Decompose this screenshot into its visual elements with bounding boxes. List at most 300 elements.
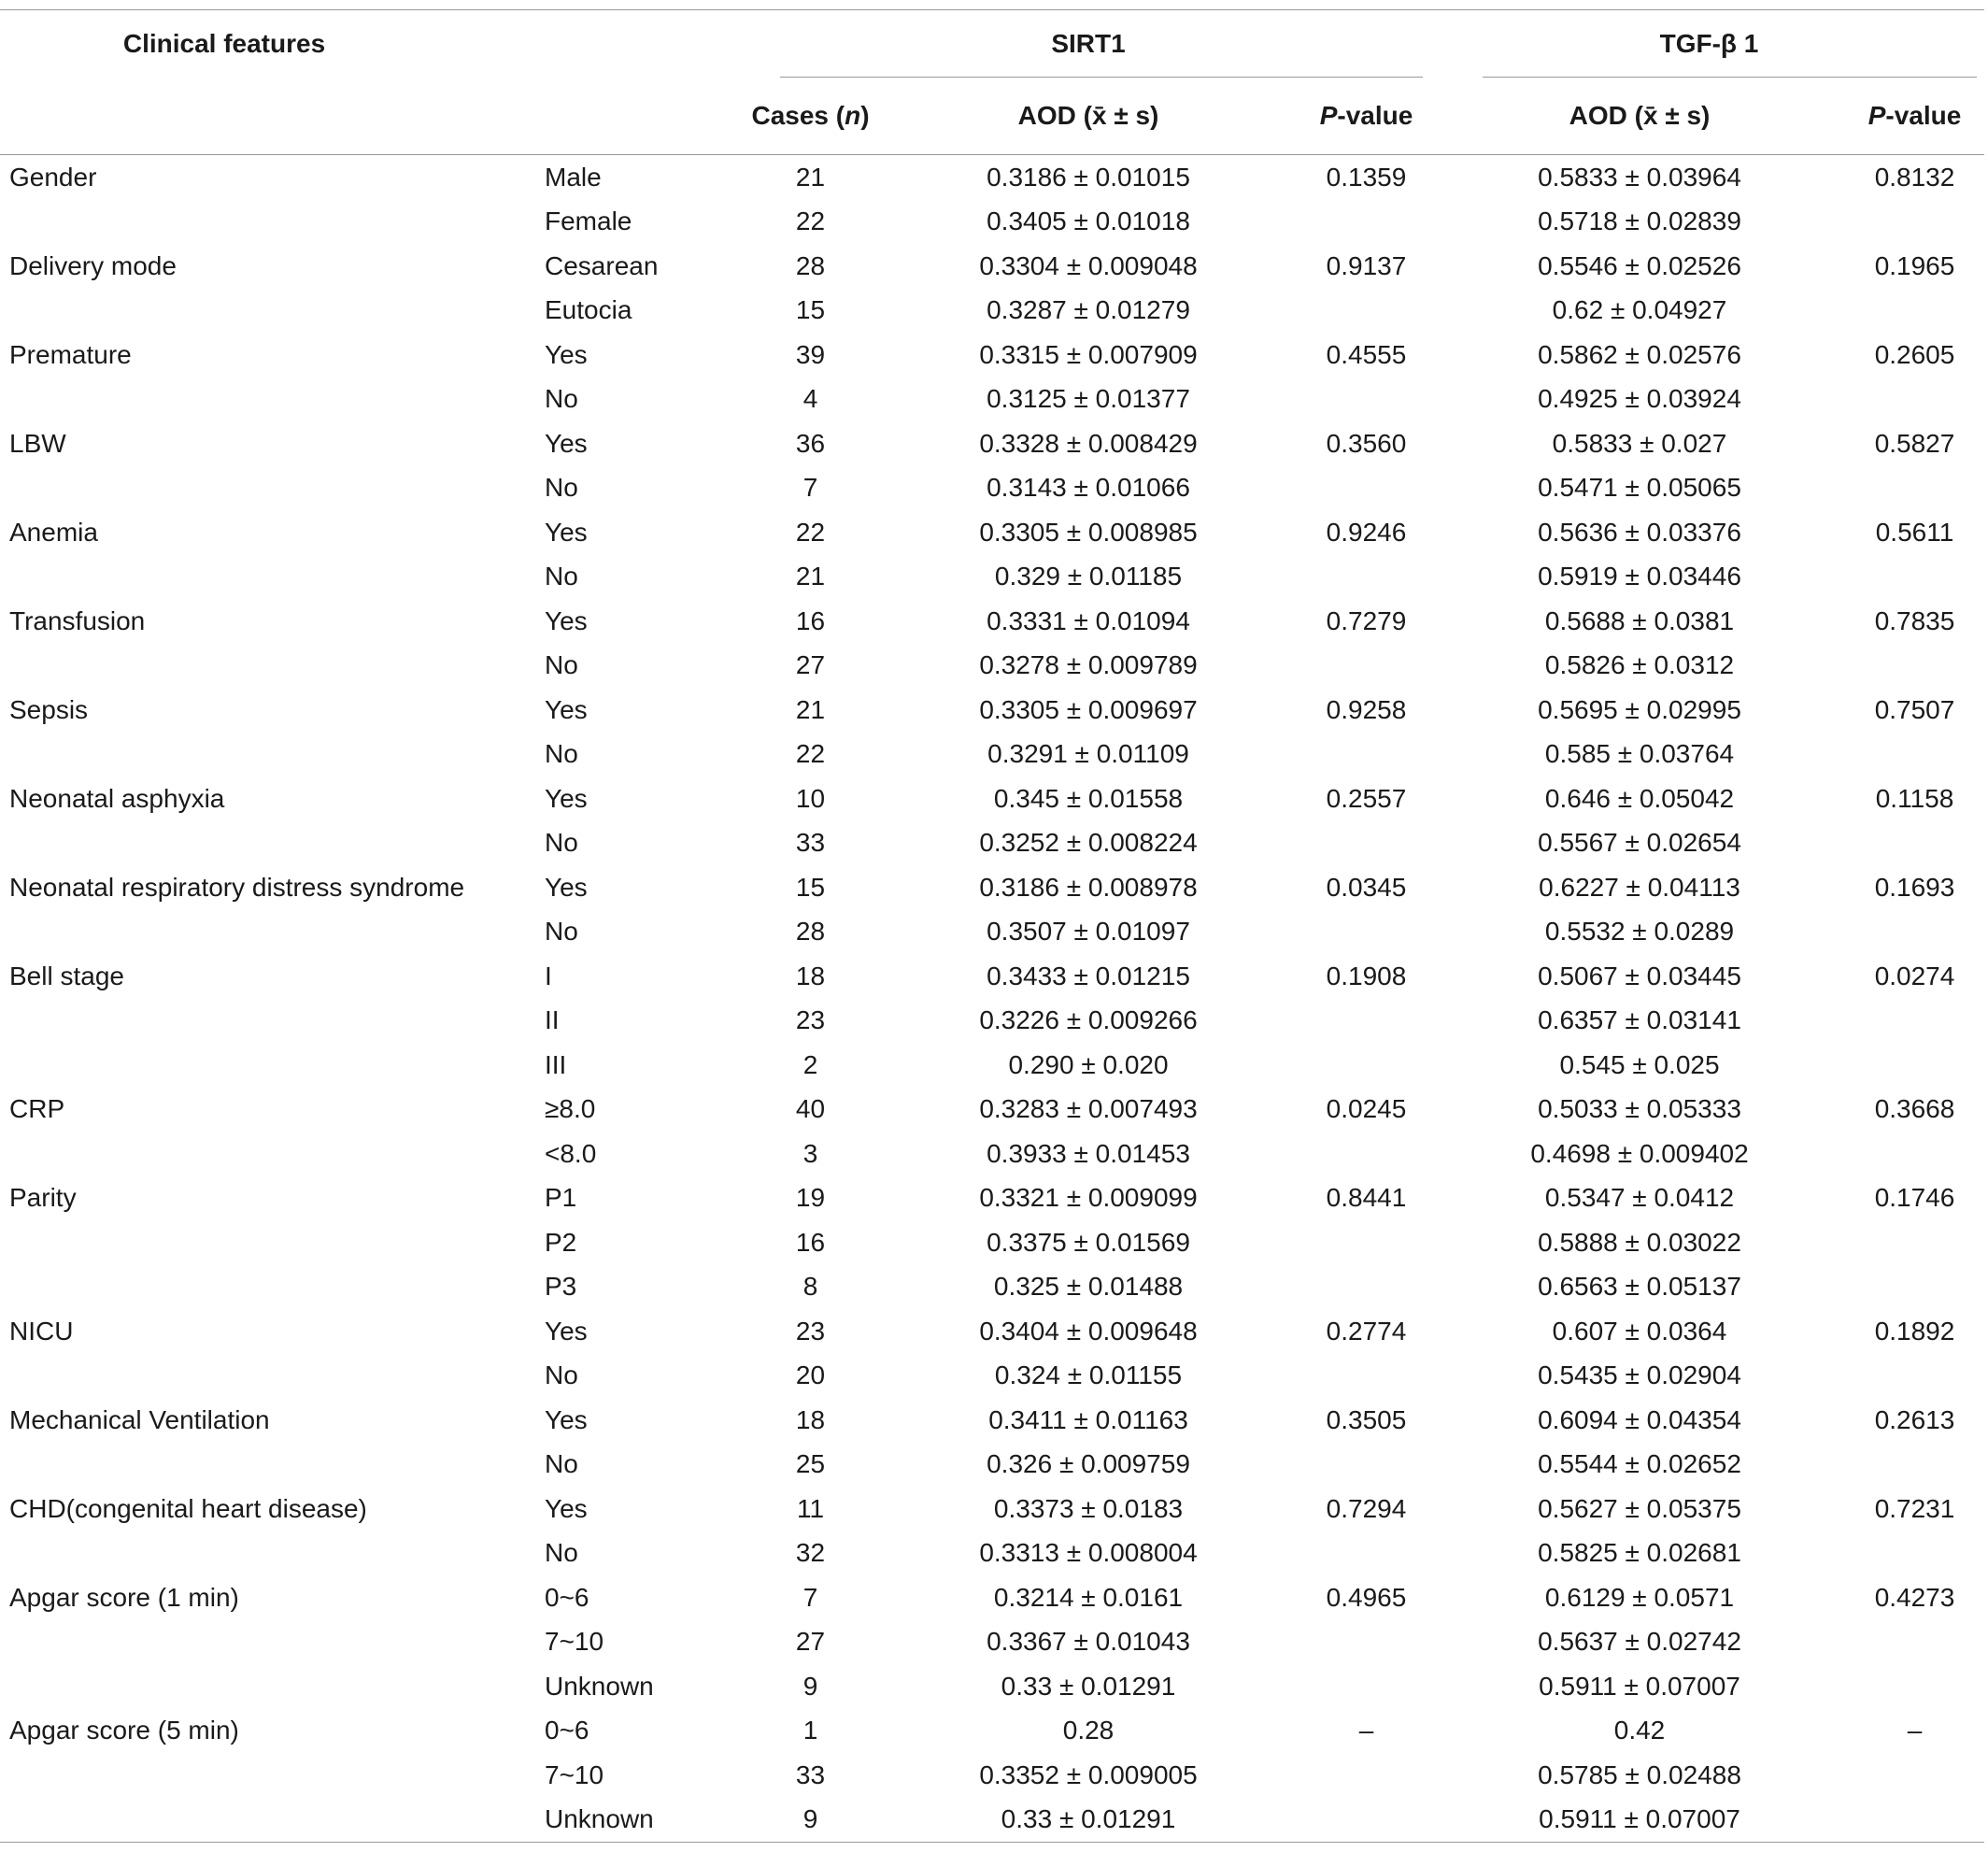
cell-tgf-aod: 0.5532 ± 0.0289 bbox=[1544, 917, 1735, 947]
cell-tgf-aod: 0.6094 ± 0.04354 bbox=[1538, 1404, 1741, 1434]
cell-sirt1-aod: 0.3186 ± 0.01015 bbox=[987, 162, 1190, 192]
cell-tgf-pvalue bbox=[1845, 1531, 1984, 1576]
cell-tgf-pvalue: 0.1965 bbox=[1874, 250, 1955, 280]
table-row bbox=[0, 510, 1984, 555]
cell-tgf-pvalue: 0.1693 bbox=[1874, 872, 1955, 902]
cell-sirt1-pvalue bbox=[1299, 1620, 1434, 1665]
cell-tgf-aod: 0.5033 ± 0.05333 bbox=[1538, 1094, 1741, 1124]
cell-subgroup: 7~10 bbox=[545, 1759, 604, 1789]
cell-cases: 15 bbox=[795, 295, 826, 325]
cell-tgf-pvalue bbox=[1845, 1043, 1984, 1088]
cell-sirt1-aod: 0.3125 ± 0.01377 bbox=[987, 384, 1190, 414]
table-row bbox=[0, 155, 1984, 200]
cell-cases: 3 bbox=[802, 1138, 818, 1168]
cell-tgf-pvalue: 0.1158 bbox=[1875, 783, 1954, 813]
cell-cases: 33 bbox=[795, 1759, 826, 1789]
cell-subgroup: Yes bbox=[545, 517, 588, 547]
cell-tgf-pvalue: 0.1746 bbox=[1874, 1183, 1955, 1213]
cell-cases: 9 bbox=[802, 1671, 818, 1701]
table-row bbox=[0, 1265, 1984, 1310]
table-row bbox=[0, 1575, 1984, 1620]
cell-subgroup: P2 bbox=[545, 1227, 577, 1257]
cell-feature bbox=[0, 1132, 542, 1176]
table-row bbox=[0, 1709, 1984, 1754]
cell-subgroup: I bbox=[545, 961, 552, 990]
cell-tgf-pvalue: 0.2613 bbox=[1874, 1404, 1955, 1434]
table-row bbox=[0, 421, 1984, 466]
cell-tgf-pvalue bbox=[1845, 1132, 1984, 1176]
cell-cases: 18 bbox=[795, 1404, 826, 1434]
cell-subgroup: No bbox=[545, 739, 578, 769]
cell-tgf-pvalue: 0.7835 bbox=[1874, 605, 1955, 635]
cell-sirt1-pvalue: 0.4555 bbox=[1326, 339, 1407, 369]
cell-tgf-pvalue: 0.4273 bbox=[1874, 1582, 1955, 1612]
cell-cases: 10 bbox=[795, 783, 826, 813]
cell-sirt1-pvalue bbox=[1299, 1354, 1434, 1399]
cell-feature bbox=[0, 1531, 542, 1576]
cell-subgroup: Yes bbox=[545, 783, 588, 813]
table-row bbox=[0, 599, 1984, 644]
table-row bbox=[0, 821, 1984, 866]
cell-tgf-pvalue bbox=[1845, 644, 1984, 689]
cell-tgf-aod: 0.62 ± 0.04927 bbox=[1552, 295, 1727, 325]
cell-tgf-aod: 0.5919 ± 0.03446 bbox=[1538, 562, 1741, 591]
cell-feature bbox=[0, 1443, 542, 1488]
cell-feature: Anemia bbox=[9, 517, 98, 547]
group-sirt1-underline bbox=[780, 77, 1423, 78]
cell-sirt1-aod: 0.3404 ± 0.009648 bbox=[979, 1316, 1198, 1346]
cell-sirt1-aod: 0.3214 ± 0.0161 bbox=[993, 1582, 1184, 1612]
cell-cases: 32 bbox=[795, 1538, 826, 1568]
cell-feature: Delivery mode bbox=[9, 250, 177, 280]
cell-subgroup: No bbox=[545, 828, 578, 858]
cell-tgf-aod: 0.4925 ± 0.03924 bbox=[1538, 384, 1741, 414]
cell-tgf-aod: 0.5911 ± 0.07007 bbox=[1539, 1671, 1740, 1701]
cell-sirt1-pvalue: 0.9137 bbox=[1326, 250, 1407, 280]
cell-subgroup: No bbox=[545, 562, 578, 591]
cell-subgroup: Yes bbox=[545, 1493, 588, 1523]
cell-sirt1-pvalue bbox=[1299, 1443, 1434, 1488]
cell-sirt1-pvalue bbox=[1299, 1531, 1434, 1576]
cell-tgf-pvalue bbox=[1845, 1753, 1984, 1798]
cell-tgf-pvalue bbox=[1845, 733, 1984, 777]
cell-feature bbox=[0, 200, 542, 245]
cell-tgf-aod: 0.42 bbox=[1613, 1716, 1666, 1745]
header-sirt1-p-suffix: -value bbox=[1337, 101, 1413, 130]
cell-tgf-aod: 0.585 ± 0.03764 bbox=[1544, 739, 1735, 769]
cell-tgf-aod: 0.5567 ± 0.02654 bbox=[1538, 828, 1741, 858]
cell-cases: 21 bbox=[795, 162, 826, 192]
cell-feature: Parity bbox=[9, 1183, 77, 1213]
cell-tgf-aod: 0.5471 ± 0.05065 bbox=[1538, 473, 1741, 503]
cell-cases: 8 bbox=[802, 1272, 818, 1302]
header-cases-n: n bbox=[845, 101, 861, 130]
cell-sirt1-aod: 0.325 ± 0.01488 bbox=[993, 1272, 1184, 1302]
cell-feature bbox=[0, 999, 542, 1044]
cell-cases: 20 bbox=[795, 1360, 826, 1390]
cell-cases: 9 bbox=[743, 1798, 878, 1843]
cell-sirt1-pvalue: 0.3505 bbox=[1326, 1404, 1407, 1434]
cell-tgf-aod: 0.5826 ± 0.0312 bbox=[1544, 650, 1735, 680]
cell-subgroup: Yes bbox=[545, 605, 588, 635]
cell-feature: Apgar score (5 min) bbox=[9, 1716, 239, 1745]
cell-tgf-aod: 0.5825 ± 0.02681 bbox=[1538, 1538, 1741, 1568]
cell-sirt1-pvalue: 0.1359 bbox=[1326, 162, 1407, 192]
cell-sirt1-pvalue: – bbox=[1358, 1716, 1374, 1745]
clinical-features-table bbox=[0, 9, 1984, 1843]
cell-sirt1-aod: 0.3305 ± 0.009697 bbox=[979, 694, 1198, 724]
table-row bbox=[0, 377, 1984, 422]
cell-feature: LBW bbox=[9, 428, 66, 458]
cell-tgf-aod: 0.5544 ± 0.02652 bbox=[1538, 1449, 1741, 1479]
cell-tgf-aod: 0.5627 ± 0.05375 bbox=[1538, 1493, 1741, 1523]
cell-subgroup: Female bbox=[545, 207, 632, 236]
cell-feature: NICU bbox=[9, 1316, 74, 1346]
cell-tgf-pvalue: 0.5827 bbox=[1874, 428, 1955, 458]
cell-cases: 39 bbox=[795, 339, 826, 369]
table-row bbox=[0, 1220, 1984, 1265]
cell-tgf-aod: 0.4698 ± 0.009402 bbox=[1530, 1138, 1749, 1168]
table-row bbox=[0, 1132, 1984, 1176]
table-row bbox=[0, 999, 1984, 1044]
header-cases-close: ) bbox=[860, 101, 870, 130]
header-blank-sub2 bbox=[542, 78, 743, 155]
cell-cases: 23 bbox=[795, 1005, 826, 1035]
cell-sirt1-aod: 0.3186 ± 0.008978 bbox=[979, 872, 1198, 902]
cell-sirt1-aod: 0.290 ± 0.020 bbox=[1008, 1049, 1169, 1079]
cell-sirt1-pvalue bbox=[1299, 1220, 1434, 1265]
table-row bbox=[0, 1309, 1984, 1354]
header-group-tgf bbox=[1434, 9, 1984, 78]
cell-cases: 18 bbox=[795, 961, 826, 990]
table-row bbox=[0, 1664, 1984, 1709]
cell-cases: 7 bbox=[802, 1582, 818, 1612]
header-sirt1-aod-text: AOD (x̄ ± s) bbox=[1017, 101, 1159, 130]
cell-subgroup: No bbox=[545, 384, 578, 414]
header-tgf-p-suffix: -value bbox=[1885, 101, 1962, 130]
cell-cases: 27 bbox=[795, 650, 826, 680]
cell-feature: Neonatal respiratory distress syndrome bbox=[9, 872, 465, 902]
header-sirt1-aod bbox=[878, 78, 1299, 155]
cell-cases: 4 bbox=[802, 384, 818, 414]
cell-tgf-pvalue bbox=[1845, 1443, 1984, 1488]
cell-tgf-aod: 0.545 ± 0.025 bbox=[1559, 1049, 1720, 1079]
header-row-columns bbox=[0, 78, 1984, 155]
header-blank-feat bbox=[0, 78, 542, 155]
cell-sirt1-aod: 0.3405 ± 0.01018 bbox=[987, 207, 1190, 236]
cell-subgroup: Yes bbox=[545, 428, 588, 458]
cell-subgroup: Yes bbox=[545, 872, 588, 902]
cell-feature bbox=[0, 910, 542, 955]
cell-sirt1-aod: 0.3933 ± 0.01453 bbox=[987, 1138, 1190, 1168]
cell-feature bbox=[0, 733, 542, 777]
cell-sirt1-pvalue: 0.9258 bbox=[1326, 694, 1407, 724]
cell-feature bbox=[0, 644, 542, 689]
cell-sirt1-pvalue: 0.9246 bbox=[1326, 517, 1407, 547]
table-row bbox=[0, 1753, 1984, 1798]
cell-sirt1-pvalue: 0.2774 bbox=[1326, 1316, 1407, 1346]
cell-cases: 21 bbox=[795, 694, 826, 724]
cell-sirt1-aod: 0.28 bbox=[1062, 1716, 1115, 1745]
cell-feature bbox=[0, 555, 542, 600]
cell-feature: Sepsis bbox=[9, 694, 89, 724]
cell-sirt1-pvalue bbox=[1299, 644, 1434, 689]
cell-feature: CHD(congenital heart disease) bbox=[9, 1493, 367, 1523]
cell-cases: 21 bbox=[795, 562, 826, 591]
cell-tgf-pvalue: – bbox=[1907, 1716, 1923, 1745]
table-row bbox=[0, 910, 1984, 955]
cell-sirt1-aod: 0.3304 ± 0.009048 bbox=[979, 250, 1198, 280]
cell-cases: 16 bbox=[795, 605, 826, 635]
table-row bbox=[0, 776, 1984, 821]
cell-tgf-aod: 0.5785 ± 0.02488 bbox=[1538, 1759, 1741, 1789]
cell-feature: Bell stage bbox=[9, 961, 124, 990]
cell-sirt1-pvalue: 0.7294 bbox=[1326, 1493, 1407, 1523]
cell-tgf-pvalue: 0.7507 bbox=[1874, 694, 1955, 724]
cell-sirt1-aod: 0.3411 ± 0.01163 bbox=[988, 1404, 1188, 1434]
cell-sirt1-pvalue bbox=[1299, 555, 1434, 600]
header-tgf-aod bbox=[1434, 78, 1845, 155]
cell-feature bbox=[0, 1220, 542, 1265]
cell-tgf-aod: 0.5067 ± 0.03445 bbox=[1538, 961, 1741, 990]
table-row bbox=[0, 1620, 1984, 1665]
cell-cases: 11 bbox=[796, 1493, 825, 1523]
cell-tgf-pvalue bbox=[1845, 1220, 1984, 1265]
header-row-groups bbox=[0, 9, 1984, 78]
table-body bbox=[0, 155, 1984, 1843]
header-sirt1-p-italic: P bbox=[1319, 101, 1338, 130]
cell-subgroup: Unknown bbox=[542, 1798, 743, 1843]
header-sirt1-pvalue bbox=[1299, 78, 1434, 155]
cell-sirt1-aod: 0.3367 ± 0.01043 bbox=[987, 1627, 1190, 1657]
cell-sirt1-aod: 0.324 ± 0.01155 bbox=[994, 1360, 1183, 1390]
cell-sirt1-aod: 0.3226 ± 0.009266 bbox=[979, 1005, 1198, 1035]
cell-sirt1-pvalue: 0.3560 bbox=[1326, 428, 1407, 458]
cell-tgf-pvalue: 0.0274 bbox=[1874, 961, 1955, 990]
cell-tgf-pvalue bbox=[1845, 555, 1984, 600]
cell-cases: 27 bbox=[795, 1627, 826, 1657]
cell-subgroup: No bbox=[545, 1360, 578, 1390]
cell-sirt1-pvalue bbox=[1299, 733, 1434, 777]
cell-subgroup: Yes bbox=[545, 339, 588, 369]
cell-sirt1-aod: 0.326 ± 0.009759 bbox=[987, 1449, 1190, 1479]
table-row bbox=[0, 244, 1984, 289]
header-cases-label: Cases ( bbox=[751, 101, 845, 130]
cell-tgf-pvalue bbox=[1845, 821, 1984, 866]
cell-cases: 15 bbox=[795, 872, 826, 902]
table-row bbox=[0, 688, 1984, 733]
cell-cases: 2 bbox=[802, 1049, 818, 1079]
cell-tgf-pvalue bbox=[1845, 200, 1984, 245]
cell-tgf-aod: 0.6227 ± 0.04113 bbox=[1539, 872, 1740, 902]
cell-cases: 23 bbox=[795, 1316, 826, 1346]
cell-sirt1-aod: 0.329 ± 0.01185 bbox=[994, 562, 1183, 591]
cell-tgf-pvalue bbox=[1845, 1664, 1984, 1709]
cell-sirt1-aod: 0.3315 ± 0.007909 bbox=[979, 339, 1198, 369]
cell-tgf-pvalue bbox=[1845, 1354, 1984, 1399]
cell-tgf-aod: 0.5718 ± 0.02839 bbox=[1538, 207, 1741, 236]
table-row bbox=[0, 1487, 1984, 1531]
cell-feature bbox=[0, 289, 542, 334]
cell-sirt1-aod: 0.3352 ± 0.009005 bbox=[979, 1759, 1198, 1789]
table-row bbox=[0, 466, 1984, 511]
cell-subgroup: ≥8.0 bbox=[545, 1094, 596, 1124]
cell-sirt1-aod: 0.3291 ± 0.01109 bbox=[987, 739, 1189, 769]
cell-tgf-aod: 0.607 ± 0.0364 bbox=[1552, 1316, 1727, 1346]
cell-subgroup: 7~10 bbox=[545, 1627, 604, 1657]
table-row bbox=[0, 1043, 1984, 1088]
cell-tgf-pvalue: 0.8132 bbox=[1874, 162, 1955, 192]
cell-sirt1-pvalue bbox=[1299, 466, 1434, 511]
cell-sirt1-aod: 0.3375 ± 0.01569 bbox=[987, 1227, 1190, 1257]
cell-cases: 19 bbox=[795, 1183, 826, 1213]
cell-cases: 22 bbox=[795, 517, 826, 547]
cell-tgf-pvalue bbox=[1845, 999, 1984, 1044]
cell-subgroup: Yes bbox=[545, 1404, 588, 1434]
cell-sirt1-pvalue: 0.4965 bbox=[1326, 1582, 1407, 1612]
header-clinical-features bbox=[0, 9, 542, 78]
cell-feature bbox=[0, 1620, 542, 1665]
cell-feature bbox=[0, 1753, 542, 1798]
cell-sirt1-aod: 0.3305 ± 0.008985 bbox=[979, 517, 1198, 547]
cell-subgroup: <8.0 bbox=[545, 1138, 597, 1168]
cell-feature bbox=[0, 1798, 542, 1843]
cell-subgroup: Male bbox=[545, 162, 602, 192]
cell-feature bbox=[0, 466, 542, 511]
cell-subgroup: Yes bbox=[545, 1316, 588, 1346]
group-tgf-underline bbox=[1483, 77, 1977, 78]
table-row bbox=[0, 1798, 1984, 1843]
cell-subgroup: II bbox=[545, 1005, 560, 1035]
cell-tgf-pvalue bbox=[1845, 910, 1984, 955]
cell-tgf-pvalue bbox=[1845, 377, 1984, 422]
header-group-tgf-text: TGF-β 1 bbox=[1659, 28, 1759, 58]
cell-feature: CRP bbox=[9, 1094, 65, 1124]
cell-tgf-aod: 0.646 ± 0.05042 bbox=[1544, 783, 1735, 813]
cell-subgroup: P3 bbox=[545, 1272, 577, 1302]
cell-tgf-aod: 0.5636 ± 0.03376 bbox=[1538, 517, 1741, 547]
cell-tgf-aod: 0.5637 ± 0.02742 bbox=[1538, 1627, 1741, 1657]
table-row bbox=[0, 1088, 1984, 1132]
header-tgf-pvalue bbox=[1845, 78, 1984, 155]
cell-sirt1-pvalue: 0.0345 bbox=[1326, 872, 1407, 902]
cell-feature: Apgar score (1 min) bbox=[9, 1582, 239, 1612]
cell-tgf-pvalue bbox=[1845, 466, 1984, 511]
cell-feature bbox=[0, 1354, 542, 1399]
header-tgf-p-italic: P bbox=[1867, 101, 1886, 130]
cell-subgroup: Eutocia bbox=[545, 295, 632, 325]
cell-cases: 16 bbox=[795, 1227, 826, 1257]
cell-feature: Neonatal asphyxia bbox=[9, 783, 225, 813]
cell-tgf-pvalue: 0.5611 bbox=[1875, 517, 1954, 547]
table-row bbox=[0, 289, 1984, 334]
cell-sirt1-aod: 0.3283 ± 0.007493 bbox=[979, 1094, 1198, 1124]
cell-tgf-pvalue: 0.1892 bbox=[1874, 1316, 1955, 1346]
cell-sirt1-aod: 0.3331 ± 0.01094 bbox=[987, 605, 1190, 635]
cell-sirt1-pvalue bbox=[1299, 821, 1434, 866]
cell-sirt1-pvalue bbox=[1299, 1043, 1434, 1088]
cell-cases: 7 bbox=[802, 473, 818, 503]
cell-tgf-aod: 0.5888 ± 0.03022 bbox=[1538, 1227, 1741, 1257]
cell-subgroup: Unknown bbox=[545, 1671, 654, 1701]
cell-sirt1-pvalue bbox=[1299, 200, 1434, 245]
cell-tgf-aod: 0.5833 ± 0.03964 bbox=[1538, 162, 1741, 192]
cell-subgroup: 0~6 bbox=[545, 1716, 589, 1745]
table-row bbox=[0, 1531, 1984, 1576]
cell-sirt1-pvalue: 0.1908 bbox=[1326, 961, 1407, 990]
cell-sirt1-pvalue bbox=[1299, 1753, 1434, 1798]
table-row bbox=[0, 644, 1984, 689]
cell-feature bbox=[0, 377, 542, 422]
header-cases bbox=[743, 78, 878, 155]
cell-tgf-pvalue bbox=[1845, 1265, 1984, 1310]
cell-tgf-pvalue: 0.2605 bbox=[1874, 339, 1955, 369]
table-row bbox=[0, 555, 1984, 600]
cell-sirt1-aod: 0.3252 ± 0.008224 bbox=[979, 828, 1198, 858]
cell-sirt1-pvalue bbox=[1299, 1132, 1434, 1176]
cell-subgroup: No bbox=[545, 917, 578, 947]
cell-subgroup: Cesarean bbox=[545, 250, 659, 280]
header-group-sirt1 bbox=[743, 9, 1434, 78]
cell-sirt1-aod: 0.33 ± 0.01291 bbox=[1001, 1671, 1176, 1701]
table-row bbox=[0, 954, 1984, 999]
cell-cases: 22 bbox=[795, 739, 826, 769]
cell-sirt1-pvalue bbox=[1299, 910, 1434, 955]
cell-tgf-aod: 0.5911 ± 0.07007 bbox=[1434, 1798, 1845, 1843]
cell-tgf-aod: 0.6129 ± 0.0571 bbox=[1544, 1582, 1735, 1612]
cell-sirt1-aod: 0.3287 ± 0.01279 bbox=[987, 295, 1190, 325]
cell-tgf-aod: 0.5347 ± 0.0412 bbox=[1544, 1183, 1735, 1213]
cell-cases: 1 bbox=[802, 1716, 818, 1745]
cell-tgf-aod: 0.6563 ± 0.05137 bbox=[1538, 1272, 1741, 1302]
cell-sirt1-pvalue bbox=[1299, 377, 1434, 422]
cell-sirt1-pvalue bbox=[1299, 1265, 1434, 1310]
cell-cases: 36 bbox=[795, 428, 826, 458]
cell-sirt1-pvalue bbox=[1299, 999, 1434, 1044]
cell-subgroup: P1 bbox=[545, 1183, 577, 1213]
header-tgf-aod-text: AOD (x̄ ± s) bbox=[1569, 101, 1711, 130]
cell-tgf-pvalue bbox=[1845, 1798, 1984, 1843]
cell-sirt1-pvalue bbox=[1299, 289, 1434, 334]
cell-tgf-aod: 0.5833 ± 0.027 bbox=[1552, 428, 1727, 458]
table-row bbox=[0, 733, 1984, 777]
cell-sirt1-aod: 0.3507 ± 0.01097 bbox=[987, 917, 1190, 947]
cell-sirt1-aod: 0.33 ± 0.01291 bbox=[878, 1798, 1299, 1843]
table-row bbox=[0, 333, 1984, 377]
cell-sirt1-aod: 0.3321 ± 0.009099 bbox=[979, 1183, 1198, 1213]
cell-feature bbox=[0, 1265, 542, 1310]
table-row bbox=[0, 1176, 1984, 1221]
cell-sirt1-aod: 0.3143 ± 0.01066 bbox=[987, 473, 1190, 503]
cell-cases: 22 bbox=[795, 207, 826, 236]
cell-tgf-aod: 0.5435 ± 0.02904 bbox=[1538, 1360, 1741, 1390]
table-row bbox=[0, 1354, 1984, 1399]
cell-cases: 25 bbox=[795, 1449, 826, 1479]
cell-subgroup: III bbox=[545, 1049, 567, 1079]
cell-sirt1-pvalue bbox=[1299, 1798, 1434, 1843]
cell-sirt1-aod: 0.3278 ± 0.009789 bbox=[979, 650, 1198, 680]
cell-tgf-pvalue: 0.7231 bbox=[1874, 1493, 1955, 1523]
cell-tgf-aod: 0.5688 ± 0.0381 bbox=[1544, 605, 1735, 635]
cell-subgroup: No bbox=[545, 650, 578, 680]
cell-sirt1-aod: 0.3373 ± 0.0183 bbox=[993, 1493, 1184, 1523]
header-clinical-features-text: Clinical features bbox=[122, 28, 326, 58]
cell-sirt1-aod: 0.3328 ± 0.008429 bbox=[979, 428, 1198, 458]
cell-sirt1-pvalue: 0.8441 bbox=[1326, 1183, 1407, 1213]
table-row bbox=[0, 1398, 1984, 1443]
cell-subgroup: No bbox=[545, 473, 578, 503]
cell-feature: Transfusion bbox=[9, 605, 146, 635]
